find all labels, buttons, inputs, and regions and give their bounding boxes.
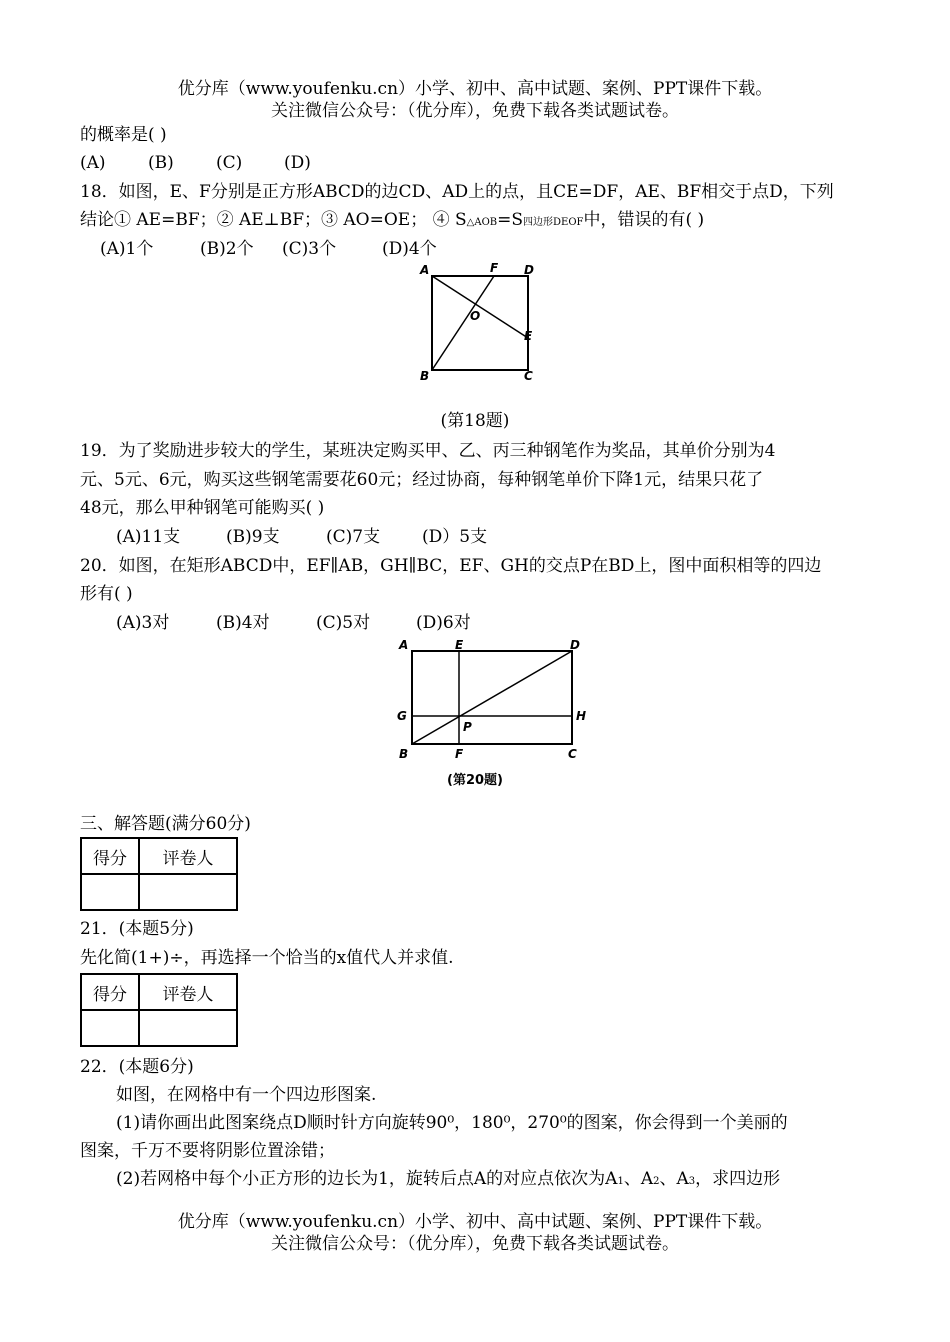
q17-option-c: (C) [216,153,243,173]
q19-option-c: (C)7支 [326,527,381,547]
q22-sub-3: 3 [688,1176,696,1187]
q18-label-d: D [524,263,534,277]
q20-label-d: D [570,638,580,652]
q18-square [432,276,528,370]
q20-label-p: P [463,720,472,734]
q19-line-1: 19．为了奖励进步较大的学生，某班决定购买甲、乙、丙三种钢笔作为奖品，其单价分别为4 [80,441,776,461]
q22-sep-1: 、A [623,1169,654,1189]
q20-figure [395,636,595,766]
q18-line-2 [80,209,704,234]
score-box-22 [80,973,238,1047]
q20-label-g: G [397,709,407,723]
q20-option-c: (C)5对 [316,613,371,633]
q21-head: 21．(本题5分) [80,919,194,939]
q18-figure [410,258,550,383]
q18-label-f: F [490,261,499,275]
q20-caption: (第20题) [447,773,503,788]
q22-part1-line-2: 图案，千万不要将阴影位置涂错； [80,1141,335,1161]
q19-options [116,526,487,548]
q18-options [100,238,437,260]
q22-part2-post: ，求四边形 [695,1169,781,1189]
grader-label: 评卷人 [139,838,237,874]
q20-label-e: E [455,638,464,652]
q18-segment-bf [432,276,494,370]
q19-option-d: (D）5支 [422,527,488,547]
section-3-title: 三、解答题(满分60分) [80,814,251,834]
q19-line-2: 元、5元、6元，购买这些钢笔需要花60元；经过协商，每种钢笔单价下降1元，结果只花了 [80,470,764,490]
q20-options [116,612,471,634]
q20-option-a: (A)3对 [116,613,170,633]
score-label: 得分 [81,838,139,874]
q22-sep-2: 、A [659,1169,689,1189]
q17-option-b: (B) [148,153,174,173]
header-line-1: 优分库（www.youfenku.cn）小学、初中、高中试题、案例、PPT课件下载。 [177,79,773,99]
q18-segment-ae [432,276,528,338]
q22-part2 [116,1168,780,1193]
q18-option-b: (B)2个 [200,239,254,259]
q18-option-a: (A)1个 [100,239,154,259]
q22-sub-2: 2 [653,1176,660,1187]
header-line-2: 关注微信公众号：（优分库），免费下载各类试题试卷。 [271,101,679,121]
q19-line-3: 48元，那么甲种钢笔可能购买( ) [80,498,325,518]
q18-label-a: A [420,263,430,277]
q17-tail: 的概率是( ) [80,125,167,145]
footer-line-1: 优分库（www.youfenku.cn）小学、初中、高中试题、案例、PPT课件下载。 [177,1212,773,1232]
q18-label-o: O [470,309,481,323]
q18-label-e: E [524,329,533,343]
q18-label-b: B [420,369,430,383]
footer-line-2: 关注微信公众号：（优分库），免费下载各类试题试卷。 [271,1234,679,1254]
q22-intro: 如图，在网格中有一个四边形图案. [116,1085,377,1105]
q18-line-1: 18．如图，E、F分别是正方形ABCD的边CD、AD上的点，且CE=DF，AE、BF相交于点D，下列 [80,182,834,202]
grader-cell[interactable] [139,1010,237,1046]
q18-sub-deof: 四边形DEOF [523,217,584,228]
q20-label-f: F [455,747,464,761]
q18-sub-aob: △AOB [466,217,498,228]
q17-option-a: (A) [80,153,106,173]
q20-label-c: C [568,747,577,761]
q18-line-2-pre: 结论① AE=BF；② AE⊥BF；③ AO=OE； ④ S [80,210,467,230]
q20-line-2: 形有( ) [80,584,133,604]
q22-part2-pre: (2)若网格中每个小正方形的边长为1，旋转后点A的对应点依次为A [116,1169,618,1189]
q21-body: 先化简(1+)÷，再选择一个恰当的x值代人并求值. [80,948,454,968]
q20-option-d: (D)6对 [416,613,471,633]
q18-label-c: C [524,369,533,383]
q18-option-c: (C)3个 [282,239,337,259]
q18-option-d: (D)4个 [382,239,437,259]
q20-label-b: B [399,747,409,761]
score-cell[interactable] [81,1010,139,1046]
q17-option-d: (D) [284,153,311,173]
q20-label-a: A [399,638,409,652]
q19-option-a: (A)11支 [116,527,181,547]
q17-options [80,152,311,174]
score-label: 得分 [81,974,139,1010]
score-box-21 [80,837,238,911]
q20-option-b: (B)4对 [216,613,270,633]
q18-caption: (第18题) [440,411,510,431]
q20-label-h: H [576,709,587,723]
grader-cell[interactable] [139,874,237,910]
q22-sub-1: 1 [617,1176,624,1187]
q18-line-2-mid: =S [497,210,524,230]
q20-segment-bd [412,651,572,744]
q20-line-1: 20．如图，在矩形ABCD中，EF∥AB，GH∥BC，EF、GH的交点P在BD上，图中面积相等的四边 [80,556,822,576]
grader-label: 评卷人 [139,974,237,1010]
score-cell[interactable] [81,874,139,910]
q19-option-b: (B)9支 [226,527,280,547]
q22-head: 22．(本题6分) [80,1057,194,1077]
q18-line-2-post: 中，错误的有( ) [583,210,705,230]
q22-part1-line-1: (1)请你画出此图案绕点D顺时针方向旋转90⁰，180⁰，270⁰的图案，你会得到一个美丽的 [116,1113,788,1133]
